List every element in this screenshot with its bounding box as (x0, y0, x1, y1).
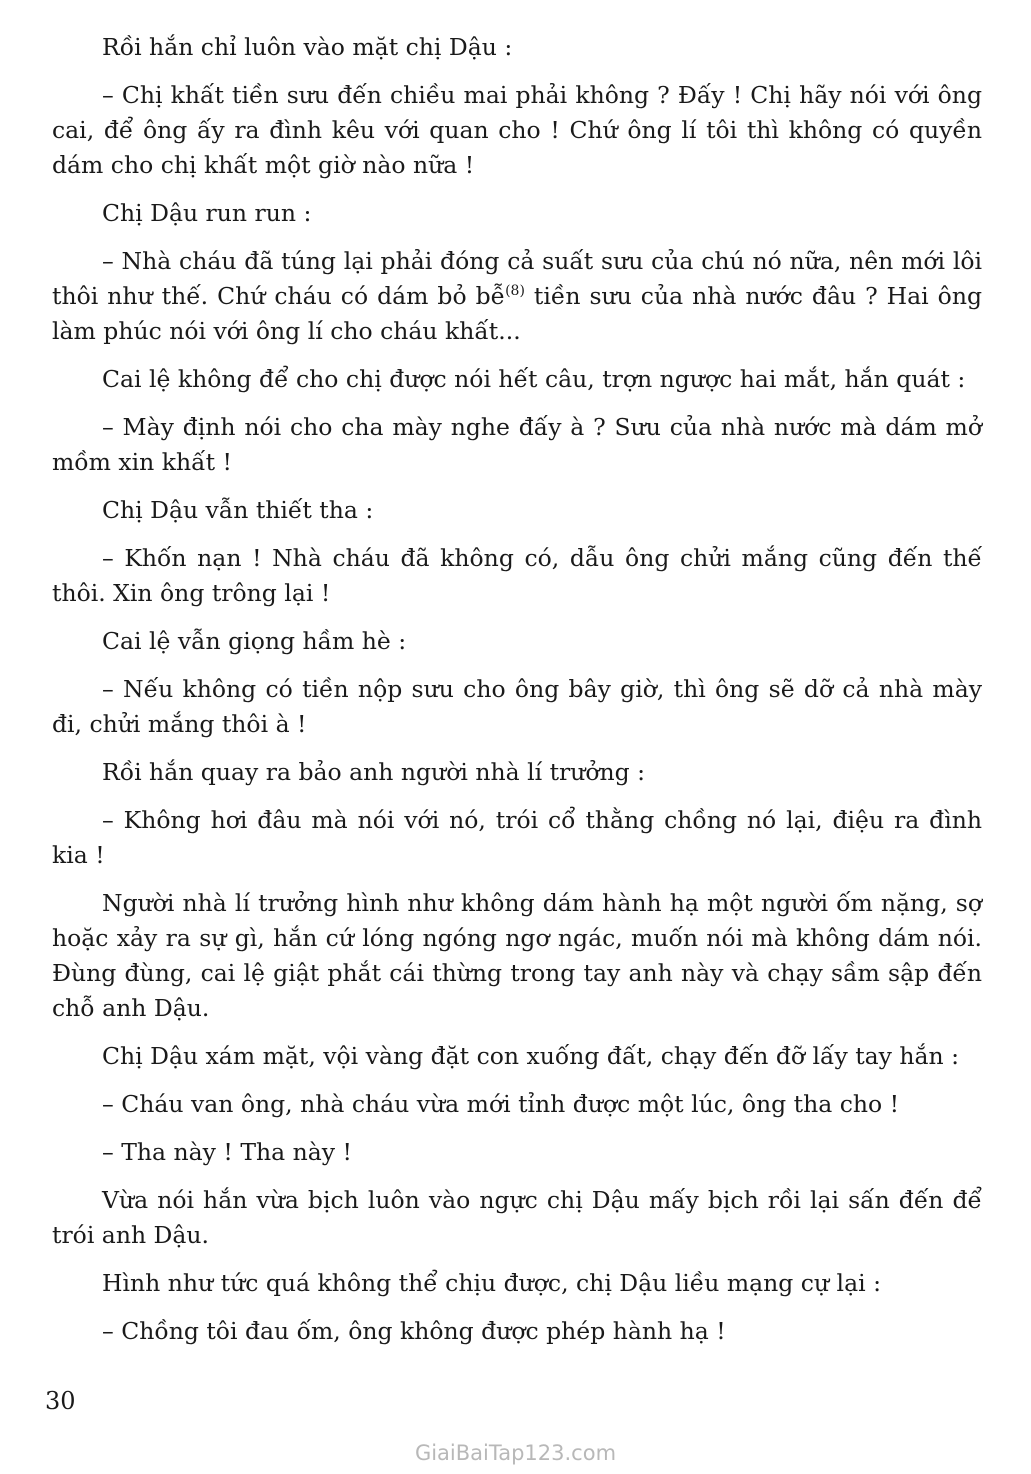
paragraph: Chị Dậu run run : (102, 199, 312, 227)
paragraph: – Chồng tôi đau ốm, ông không được phép hành hạ ! (102, 1317, 726, 1345)
paragraph-text: – Nhà cháu đã túng lại phải đóng cả suất sưu của chú nó nữa, nên mới lôi thôi như thế. Chứ cháu có dám bỏ bễ (52, 247, 982, 310)
paragraph-text: tiền sưu của nhà nước đâu ? Hai ông làm phúc nói với ông lí cho cháu khất... (52, 282, 982, 345)
paragraph: – Mày định nói cho cha mày nghe đấy à ? Sưu của nhà nước mà dám mở mồm xin khất ! (52, 413, 982, 476)
paragraph: Hình như tức quá không thể chịu được, chị Dậu liều mạng cự lại : (102, 1269, 881, 1297)
watermark: GiaiBaiTap123.com (414, 1441, 617, 1465)
paragraph: Rồi hắn chỉ luôn vào mặt chị Dậu : (102, 33, 513, 61)
paragraph: Cai lệ vẫn giọng hầm hè : (102, 627, 407, 655)
paragraph: Chị Dậu vẫn thiết tha : (102, 496, 374, 524)
paragraph: – Không hơi đâu mà nói với nó, trói cổ thằng chồng nó lại, điệu ra đình kia ! (52, 806, 982, 869)
paragraph: Cai lệ không để cho chị được nói hết câu, trợn ngược hai mắt, hắn quát : (102, 365, 966, 393)
paragraph: – Cháu van ông, nhà cháu vừa mới tỉnh được một lúc, ông tha cho ! (102, 1090, 900, 1118)
paragraph: – Nếu không có tiền nộp sưu cho ông bây giờ, thì ông sẽ dỡ cả nhà mày đi, chửi mắng thôi à ! (52, 675, 982, 738)
paragraph: – Khốn nạn ! Nhà cháu đã không có, dẫu ông chửi mắng cũng đến thế thôi. Xin ông trông lại ! (52, 544, 982, 607)
body-text (52, 30, 982, 1349)
paragraph: Rồi hắn quay ra bảo anh người nhà lí trưởng : (102, 758, 646, 786)
paragraph: – Tha này ! Tha này ! (102, 1138, 352, 1166)
paragraph: – Chị khất tiền sưu đến chiều mai phải không ? Đấy ! Chị hãy nói với ông cai, để ông ấy ra đình kêu với quan cho ! Chứ ông lí tôi thì không có quyền dám cho chị khất một giờ nào nữa ! (52, 81, 982, 179)
paragraph: Vừa nói hắn vừa bịch luôn vào ngực chị Dậu mấy bịch rồi lại sấn đến để trói anh Dậu. (52, 1186, 982, 1249)
footnote-marker: (8) (505, 283, 525, 300)
paragraph: Người nhà lí trưởng hình như không dám hành hạ một người ốm nặng, sợ hoặc xảy ra sự gì, hắn cứ lóng ngóng ngơ ngác, muốn nói mà không dám nói. Đùng đùng, cai lệ giật phắt cái thừng trong tay anh này và chạy sầm sập đến chỗ anh Dậu. (52, 889, 982, 1022)
paragraph (52, 244, 982, 349)
paragraph: Chị Dậu xám mặt, vội vàng đặt con xuống đất, chạy đến đỡ lấy tay hắn : (102, 1042, 960, 1070)
page-number: 30 (45, 1387, 76, 1415)
